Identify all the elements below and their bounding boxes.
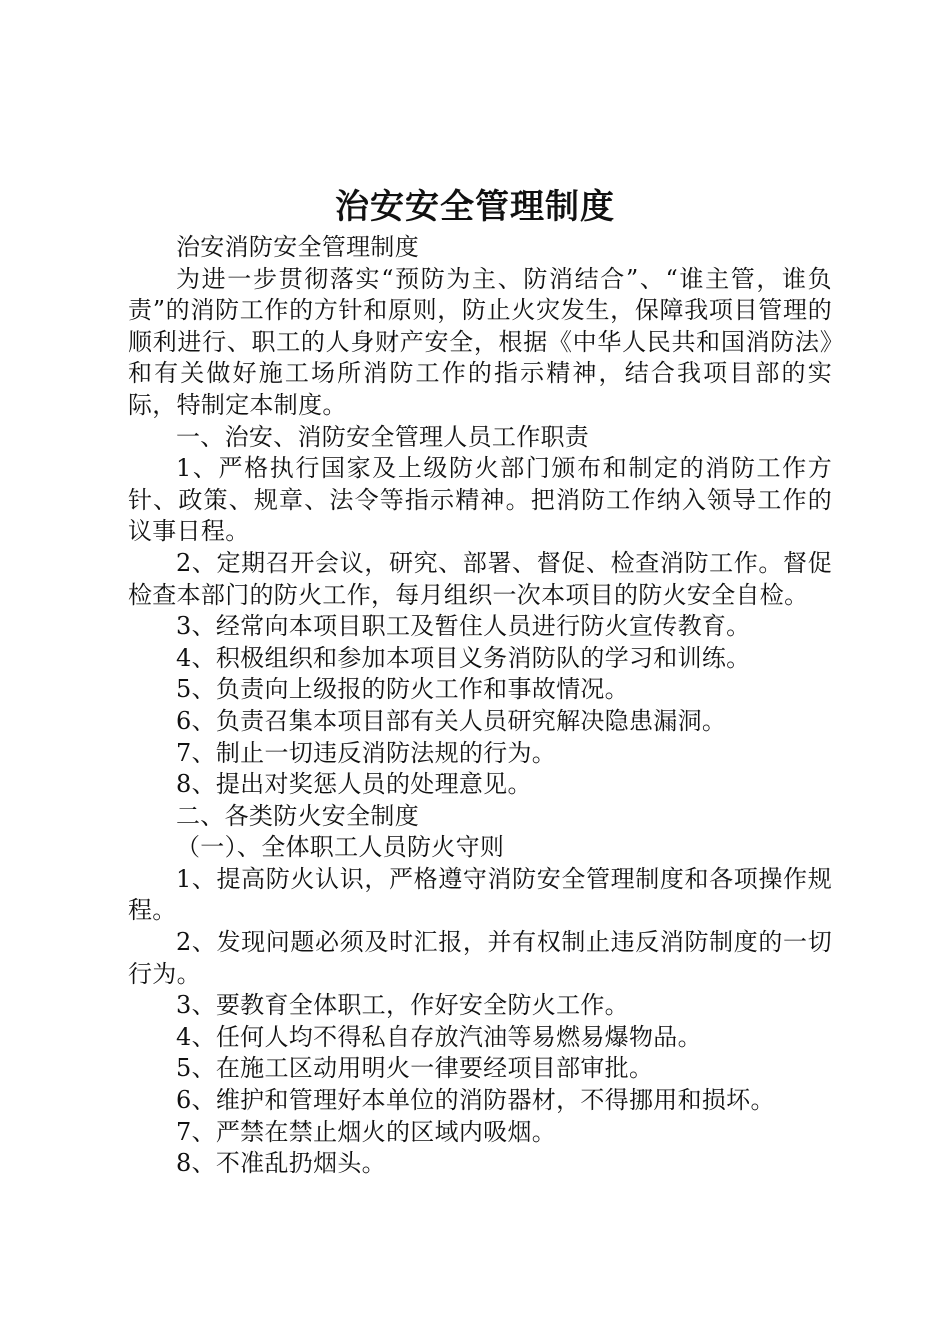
list-item: 3、要教育全体职工，作好安全防火工作。 xyxy=(176,991,629,1020)
list-item: 7、严禁在禁止烟火的区域内吸烟。 xyxy=(176,1117,557,1146)
list-item: 8、提出对奖惩人员的处理意见。 xyxy=(176,770,532,799)
list-item: 4、积极组织和参加本项目义务消防队的学习和训练。 xyxy=(176,643,751,672)
subtitle-paragraph: 治安消防安全管理制度 xyxy=(176,233,419,261)
list-item: 7、制止一切违反消防法规的行为。 xyxy=(176,738,557,767)
list-item: 1、严格执行国家及上级防火部门颁布和制定的消防工作方针、政策、规章、法令等指示精神。把消防工作纳入领导工作的议事日程。 xyxy=(128,454,832,546)
list-item: 5、在施工区动用明火一律要经项目部审批。 xyxy=(176,1054,654,1083)
list-item: 6、负责召集本项目部有关人员研究解决隐患漏洞。 xyxy=(176,706,727,735)
list-item: 2、定期召开会议，研究、部署、督促、检查消防工作。督促检查本部门的防火工作，每月组织一次本项目的防火安全自检。 xyxy=(128,548,832,609)
document-body xyxy=(128,232,832,1180)
section-heading-1: 一、治安、消防安全管理人员工作职责 xyxy=(176,422,590,451)
list-item: 3、经常向本项目职工及暂住人员进行防火宣传教育。 xyxy=(176,612,751,641)
list-item: 1、提高防火认识，严格遵守消防安全管理制度和各项操作规程。 xyxy=(128,864,832,925)
list-item: 8、不准乱扔烟头。 xyxy=(176,1149,386,1178)
section-heading-2: 二、各类防火安全制度 xyxy=(176,801,419,830)
document-title: 治安安全管理制度 xyxy=(335,187,615,227)
list-item: 5、负责向上级报的防火工作和事故情况。 xyxy=(176,675,629,704)
list-item: 6、维护和管理好本单位的消防器材，不得挪用和损坏。 xyxy=(176,1086,775,1115)
subsection-heading: （一）、全体职工人员防火守则 xyxy=(176,833,505,862)
list-item: 2、发现问题必须及时汇报，并有权制止违反消防制度的一切行为。 xyxy=(128,928,832,988)
intro-paragraph: 为进一步贯彻落实“预防为主、防消结合”、“谁主管，谁负责”的消防工作的方针和原则，防止火灾发生，保障我项目管理的顺利进行、职工的人身财产安全，根据《中华人民共和国消防法》和有关做好施工场所消防工作的指示精神，结合我项目部的实际，特制定本制度。 xyxy=(128,264,832,419)
list-item: 4、任何人均不得私自存放汽油等易燃易爆物品。 xyxy=(176,1022,702,1051)
